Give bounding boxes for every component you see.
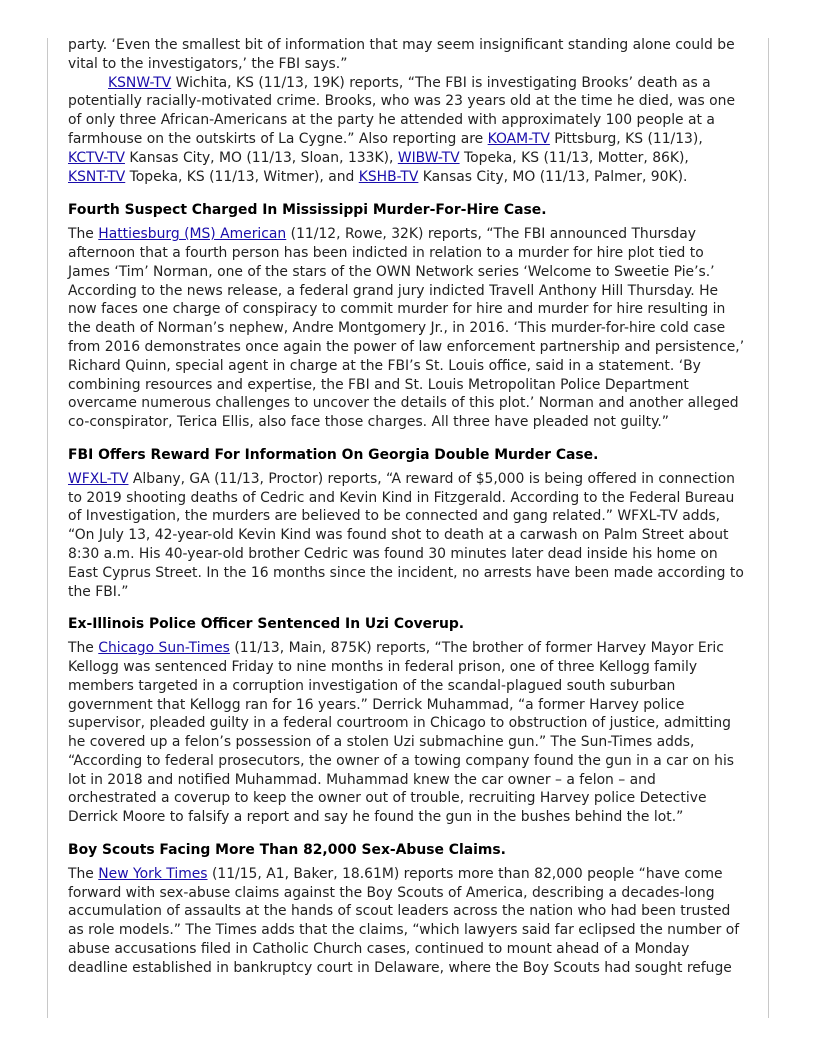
link-ksnw-tv[interactable]: KSNW-TV — [108, 74, 172, 91]
link-wfxl-tv[interactable]: WFXL-TV — [68, 470, 129, 487]
left-margin-rule — [47, 38, 48, 1018]
paragraph-text: Topeka, KS (11/13, Motter, 86K), — [459, 149, 689, 166]
link-chicago-sun-times[interactable]: Chicago Sun-Times — [98, 640, 230, 657]
link-kctv-tv[interactable]: KCTV-TV — [68, 149, 125, 166]
paragraph-text: The — [68, 226, 99, 243]
paragraph-text: (11/13, Main, 875K) reports, “The brother of former Harvey Mayor Eric Kellogg was sentenced Friday to nine months in federal prison, one of three Kellogg family members targeted in a corruption investigation of the scandal-plagued south suburban government that Kellogg ran for 16 years.” Derrick Muhammad, “a former Harvey police supervisor, pleaded guilty in a federal courtroom in Chicago to obstruction of justice, admitting he covered up a felon’s possession of a stolen Uzi submachine gun.” The Sun-Times adds, “According to federal prosecutors, the owner of a towing company found the gun in a car on his lot in 2018 and notified Muhammad. Muhammad knew the car owner – a felon – and orchestrated a coverup to keep the owner out of trouble, recruiting Harvey police Detective Derrick Moore to falsify a report and say he found the gun in the bushes behind the lot.” — [68, 640, 735, 826]
paragraph-text: Albany, GA (11/13, Proctor) reports, “A reward of $5,000 is being offered in connection to 2019 shooting deaths of Cedric and Kevin Kind in Fitzgerald. According to the Federal Bureau of Investigation, the murders are believed to be connected and gang related.” WFXL-TV adds, “On July 13, 42-year-old Kevin Kind was found shot to death at a carwash on Palm Street about 8:30 a.m. His 40-year-old brother Cedric was found 30 minutes later dead inside his home on East Cyprus Street. In the 16 months since the incident, no arrests have been made according to the FBI.” — [68, 470, 744, 600]
paragraph-text: Kansas City, MO (11/13, Sloan, 133K), — [124, 149, 398, 166]
article-body-murder-for-hire — [68, 225, 748, 432]
intro-paragraph-ksnw — [68, 74, 748, 187]
article-title-boy-scouts: Boy Scouts Facing More Than 82,000 Sex-Abuse Claims. — [68, 842, 506, 859]
article-title-murder-for-hire: Fourth Suspect Charged In Mississippi Murder-For-Hire Case. — [68, 202, 547, 219]
article-title-georgia-reward: FBI Offers Reward For Information On Georgia Double Murder Case. — [68, 446, 599, 463]
link-hattiesburg-american[interactable]: Hattiesburg (MS) American — [98, 226, 287, 243]
paragraph-text: (11/15, A1, Baker, 18.61M) reports more than 82,000 people “have come forward with sex-abuse claims against the Boy Scouts of America, describing a decades-long accumulation of assaults at the hands of scout leaders across the nation who had been trusted as role models.” The Times adds that the claims, “which lawyers said far eclipsed the number of abuse accusations filed in Catholic Church cases, continued to mount ahead of a Monday deadline established in bankruptcy court in Delaware, where the Boy Scouts had sought refuge — [68, 865, 740, 976]
paragraph-text: Wichita, KS (11/13, 19K) reports, “The FBI is investigating Brooks’ death as a potentially racially-motivated crime. Brooks, who was 23 years old at the time he died, was one of only three African-Americans at the party he attended with approximately 100 people at a farmhouse on the outskirts of La Cygne.” Also reporting are — [68, 74, 735, 147]
link-kshb-tv[interactable]: KSHB-TV — [358, 168, 419, 185]
paragraph-text: Pittsburg, KS (11/13), — [549, 130, 703, 147]
paragraph-text: Topeka, KS (11/13, Witmer), and — [125, 168, 359, 185]
link-koam-tv[interactable]: KOAM-TV — [487, 130, 550, 147]
right-margin-rule — [768, 38, 769, 1018]
article-body-boy-scouts — [68, 865, 748, 978]
paragraph-text: The — [68, 640, 99, 657]
link-wibw-tv[interactable]: WIBW-TV — [397, 149, 460, 166]
link-ksnt-tv[interactable]: KSNT-TV — [68, 168, 126, 185]
paragraph-text: Kansas City, MO (11/13, Palmer, 90K). — [418, 168, 688, 185]
link-new-york-times[interactable]: New York Times — [98, 865, 208, 882]
paragraph-text: (11/12, Rowe, 32K) reports, “The FBI announced Thursday afternoon that a fourth person has been indicted in relation to a murder for hire plot tied to James ‘Tim’ Norman, one of the stars of the OWN Network series ‘Welcome to Sweetie Pie’s.’ According to the news release, a federal grand jury indicted Travell Anthony Hill Thursday. He now faces one charge of conspiracy to commit murder for hire and murder for hire resulting in the death of Norman’s nephew, Andre Montgomery Jr., in 2016. ‘This murder-for-hire cold case from 2016 demonstrates once again the power of law enforcement partnership and persistence,’ Richard Quinn, special agent in charge at the FBI’s St. Louis office, said in a statement. ‘By combining resources and expertise, the FBI and St. Louis Metropolitan Police Department overcame numerous challenges to uncover the details of this plot.’ Norman and another alleged co-conspirator, Terica Ellis, also face those charges. All three have pleaded not guilty.” — [68, 226, 745, 431]
article-body-georgia-reward — [68, 470, 748, 602]
article-title-uzi-coverup: Ex-Illinois Police Officer Sentenced In Uzi Coverup. — [68, 616, 465, 633]
article-body-uzi-coverup — [68, 639, 748, 827]
document-body — [68, 36, 748, 978]
intro-paragraph-continued: party. ‘Even the smallest bit of information that may seem insignificant standing alone could be vital to the investigators,’ the FBI says.” — [68, 37, 735, 72]
paragraph-text: The — [68, 865, 99, 882]
